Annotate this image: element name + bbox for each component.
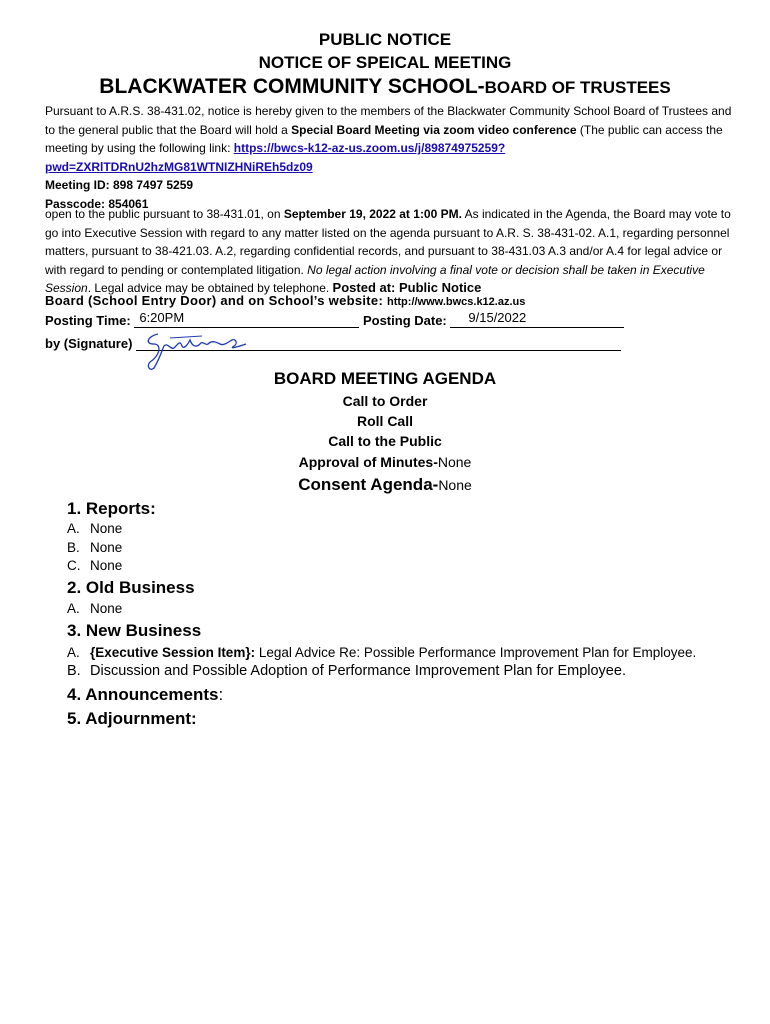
posting-date-value: 9/15/2022: [468, 310, 527, 325]
notice-text-c: open to the public pursuant to 38-431.01, on: [45, 207, 284, 221]
consent-label: Consent Agenda-: [298, 475, 439, 494]
item-letter: A.: [67, 645, 80, 660]
approval-value: None: [437, 454, 472, 470]
announcements-heading: [67, 685, 223, 705]
executive-session-note: No legal action involving a final vote or decision shall be taken in Executive Session: [45, 262, 705, 296]
board-name: BOARD OF TRUSTEES: [484, 78, 671, 97]
old-business-heading: 2. Old Business: [67, 578, 195, 597]
notice-paragraph-1: [45, 102, 735, 214]
posting-time-row: [45, 310, 624, 328]
consent-value: None: [438, 477, 472, 493]
item-text: Legal Advice Re: Possible Performance Improvement Plan for Employee.: [255, 645, 697, 660]
agenda-title: BOARD MEETING AGENDA: [273, 369, 497, 388]
consent-agenda: [0, 475, 770, 495]
notice-text-a: Pursuant to A.R.S. 38-431.02, notice is hereby given to the members of the Blackwater Community School Board of Trustees and to the general public that the Board will hold a: [45, 104, 732, 137]
roll-call: Roll Call: [356, 413, 413, 429]
approval-label: Approval of Minutes-: [298, 454, 438, 470]
meeting-id: Meeting ID: 898 7497 5259: [45, 178, 194, 193]
meeting-type: Special Board Meeting via zoom video conference: [291, 122, 577, 137]
item-letter: A.: [67, 601, 80, 616]
special-meeting-heading: NOTICE OF SPEICAL MEETING: [258, 53, 512, 72]
posted-at-label: Posted at: Public Notice: [332, 280, 482, 296]
zoom-link[interactable]: https://bwcs-k12-az-us.zoom.us/j/89874975259?pwd=ZXRlTDRnU2hzMG81WTNIZHNiREh5dz09: [45, 141, 506, 174]
announcements-title: 4. Announcements: [67, 685, 219, 704]
list-item: [67, 540, 122, 555]
passcode: Passcode: 854061: [45, 196, 149, 211]
posted-location-text: Board (School Entry Door) and on School’s website:: [45, 293, 388, 308]
call-to-the-public: Call to the Public: [328, 433, 442, 449]
school-website-link[interactable]: http://www.bwcs.k12.az.us: [387, 296, 526, 308]
list-item: [67, 558, 122, 573]
signature-label: by (Signature): [45, 336, 133, 351]
school-board-heading: [0, 75, 770, 99]
item-letter: B.: [67, 540, 80, 555]
item-text: None: [90, 601, 123, 616]
posting-time-value: 6:20PM: [139, 310, 185, 325]
list-item: [67, 521, 122, 536]
item-letter: A.: [67, 521, 80, 536]
call-to-order: Call to Order: [342, 393, 428, 409]
posting-date-label: Posting Date:: [362, 313, 447, 328]
school-name: BLACKWATER COMMUNITY SCHOOL-: [99, 75, 485, 98]
executive-session-label: {Executive Session Item}:: [90, 645, 256, 660]
adjournment-heading: 5. Adjournment:: [67, 709, 197, 728]
notice-text-d: As indicated in the Agenda, the Board may vote to go into Executive Session with regard to any matter listed on the agenda pursuant to A.R. S. 38-431-02. A.1, regarding personnel matters, pursuant to 38-421.03. A.2, regarding confidential records, and pursuant to 38-431.03 A.3 and/or A.4 for legal advice or with regard to pending or contemplated litigation.: [45, 207, 731, 277]
list-item: [67, 645, 696, 660]
list-item: [67, 663, 626, 679]
reports-heading: 1. Reports:: [67, 499, 156, 518]
new-business-heading: 3. New Business: [67, 621, 202, 640]
approval-of-minutes: [0, 454, 770, 470]
notice-text-e: . Legal advice may be obtained by telephone.: [87, 281, 333, 296]
item-letter: C.: [67, 558, 81, 573]
public-notice-heading: PUBLIC NOTICE: [318, 30, 452, 49]
signature-row: [45, 336, 621, 351]
meeting-date: September 19, 2022 at 1:00 PM.: [283, 207, 462, 221]
item-text: None: [90, 540, 123, 555]
notice-paragraph-2: [45, 205, 735, 298]
item-text: None: [90, 521, 123, 536]
posting-time-label: Posting Time:: [45, 313, 131, 328]
posting-time-field: [134, 310, 359, 328]
posted-location: [45, 293, 525, 308]
item-text: Discussion and Possible Adoption of Performance Improvement Plan for Employee.: [90, 663, 626, 679]
announcements-colon: :: [218, 685, 224, 704]
list-item: [67, 601, 122, 616]
notice-text-b: (The public can access the meeting by using the following link:: [45, 122, 723, 156]
posting-date-field: [450, 310, 624, 328]
item-text: None: [90, 558, 123, 573]
item-letter: B.: [67, 663, 81, 679]
